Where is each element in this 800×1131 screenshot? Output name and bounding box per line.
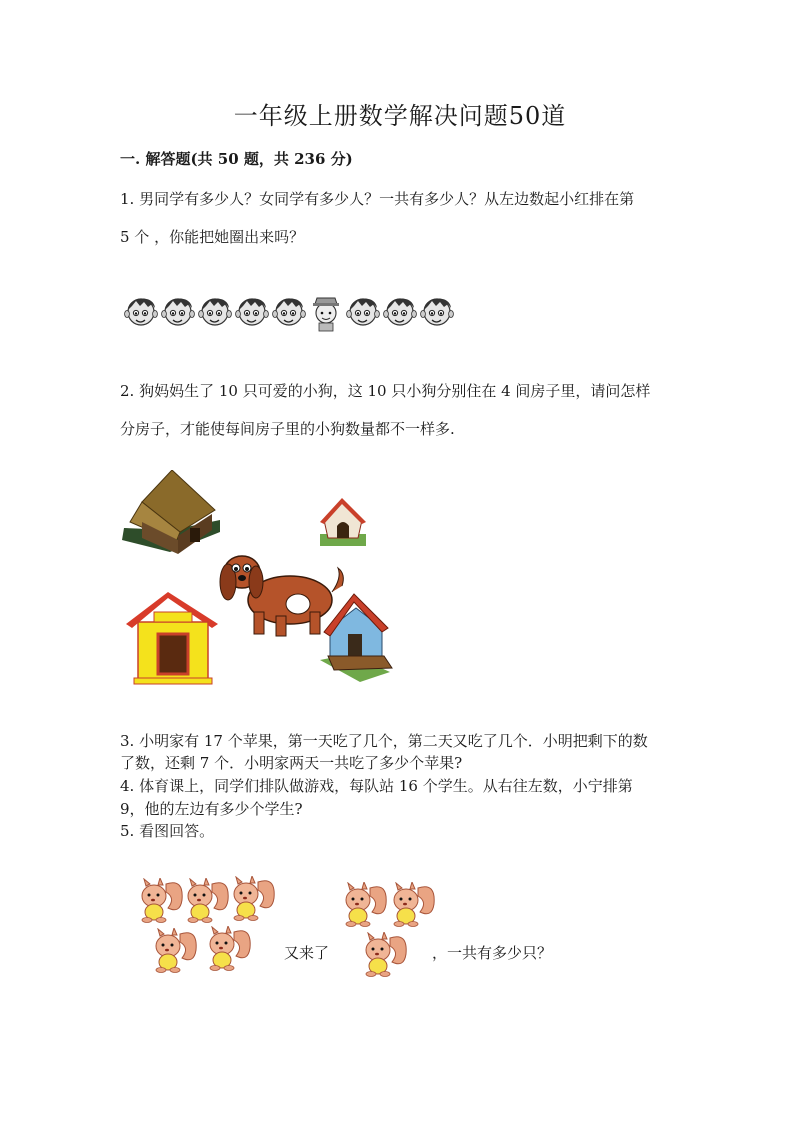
children-row-picture <box>124 290 464 334</box>
section-heading: 一. 解答题(共 50 题，共 236 分) <box>120 150 353 168</box>
kid-2[interactable] <box>162 298 195 325</box>
question-4-line-2: 9，他的左边有多少个学生? <box>120 800 303 818</box>
squirrel-icon <box>224 876 276 922</box>
question-3-line-1: 3. 小明家有 17 个苹果，第一天吃了几个，第二天又吃了几个．小明把剩下的数 <box>120 732 648 750</box>
houses-and-dog-picture <box>120 470 410 690</box>
kid-1[interactable] <box>125 298 158 325</box>
house-icon <box>320 498 366 546</box>
kid-5[interactable] <box>273 298 306 325</box>
question-3-line-2: 了数，还剩 7 个．小明家两天一共吃了多少个苹果? <box>120 754 463 772</box>
kid-3[interactable] <box>199 298 232 325</box>
squirrel-icon <box>200 926 252 972</box>
squirrel-icon <box>356 932 408 978</box>
squirrel-icon <box>384 882 436 928</box>
text-came-again: 又来了 <box>284 944 330 962</box>
squirrels-picture <box>120 870 580 980</box>
question-4-line-1: 4. 体育课上，同学们排队做游戏，每队站 16 个学生。从右往左数，小宁排第 <box>120 777 633 795</box>
kid-4[interactable] <box>236 298 269 325</box>
question-1-line-1: 1. 男同学有多少人？女同学有多少人？一共有多少人？从左边数起小红排在第 <box>120 190 635 208</box>
question-2-line-1: 2. 狗妈妈生了 10 只可爱的小狗，这 10 只小狗分别住在 4 间房子里，请问怎样 <box>120 382 651 400</box>
squirrel-icon <box>146 928 198 974</box>
question-1-line-2: 5 个 ，你能把她圈出来吗？ <box>120 228 305 246</box>
squirrel-icon <box>178 878 230 924</box>
kid-9[interactable] <box>421 298 454 325</box>
question-5-line-1: 5. 看图回答。 <box>120 822 215 840</box>
squirrel-icon <box>336 882 388 928</box>
dog-icon <box>220 556 343 636</box>
kid-8[interactable] <box>384 298 417 325</box>
question-2-line-2: 分房子，才能使每间房子里的小狗数量都不一样多. <box>120 420 455 438</box>
page-title: 一年级上册数学解决问题50道 <box>233 102 567 130</box>
house-icon <box>122 470 220 554</box>
text-how-many-total: ，一共有多少只？ <box>432 944 553 962</box>
squirrel-icon <box>132 878 184 924</box>
kid-6-xiaohong[interactable] <box>313 298 339 331</box>
kid-7[interactable] <box>347 298 380 325</box>
house-icon <box>126 592 218 684</box>
